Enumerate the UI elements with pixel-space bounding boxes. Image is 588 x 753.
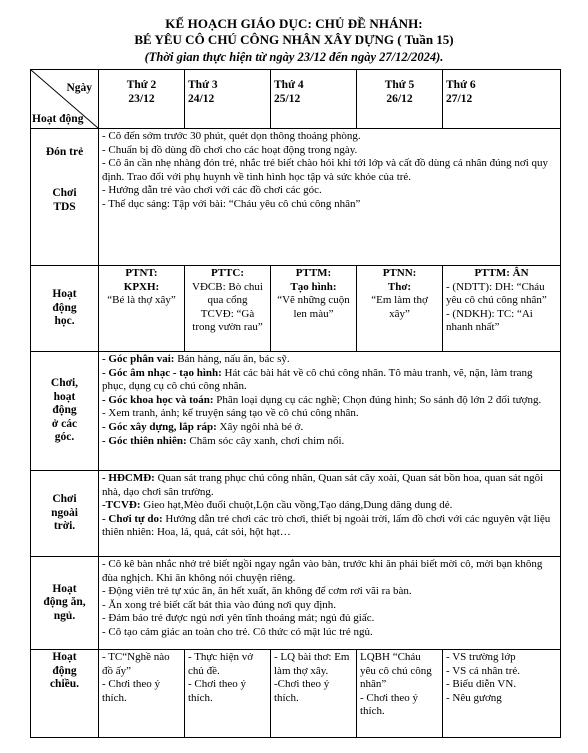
day-name: Thứ 5 [384,79,415,91]
label-line: Chơi [52,187,77,200]
plan-title: KẾ HOẠCH GIÁO DỤC: CHỦ ĐỀ NHÁNH: [165,16,423,31]
day-name: Thứ 3 [188,79,218,91]
day-header-mon [99,70,185,129]
item-bold: - Góc thiên nhiên: [102,434,187,447]
subject-sub: Thơ: [387,280,412,293]
header-row [31,70,561,129]
day-header-fri [443,70,561,129]
cell-don-tre [99,129,561,266]
day-header-tue [185,70,271,129]
row-label-hoc [31,266,99,352]
label-line: Hoạt [52,651,77,663]
text-line: - Đảm bảo trẻ được ngủ nơi yên tĩnh thoáng mát; ngủ đủ giấc. [102,612,375,625]
subject-head: PTTM: [295,267,332,279]
label-line: trời. [53,520,76,533]
subject-text: VĐCB: Bò chui qua cổng [192,280,263,307]
row-label-ngoai-troi [31,471,99,557]
corner-ngay: Ngày [66,82,92,94]
day-header-thu [357,70,443,129]
day-date: 23/12 [128,92,155,105]
day-date: 24/12 [188,92,215,105]
cell-an-ngu [99,557,561,650]
row-hoat-dong-hoc [31,266,561,352]
outdoor-item [102,472,557,499]
text-line: - Hướng dẫn trẻ vào chơi với các đồ chơi các góc. [102,184,322,197]
text-line: - Chơi theo ý thích. [102,678,161,704]
plan-period: (Thời gian thực hiện từ ngày 23/12 đến ngày 27/12/2024). [144,50,444,64]
subject-text: “Em làm thợ xây” [371,294,428,320]
item-bold: - Chơi tự do: [102,512,163,525]
row-ngoai-troi [31,471,561,557]
text-line: - VS cá nhân trẻ. [446,664,521,677]
item-text: Gieo hạt,Mèo đuổi chuột,Lộn cầu vồng,Tạo dáng,Dung dăng dung dẻ. [140,499,453,512]
item-text: Xây ngôi nhà bé ở. [216,420,304,433]
subject-text: “Bé là thợ xây” [107,294,176,307]
cell-hoc-wed [271,266,357,352]
cell-chieu-thu [357,650,443,738]
day-name: Thứ 4 [274,79,304,91]
corner-cell [31,70,99,129]
label-line: Đón trẻ [45,145,84,158]
text-line: LQBH “Cháu yêu cô chú công nhân” [360,651,432,691]
label-line: động [52,301,77,314]
label-line: động [52,404,77,417]
corner-item [102,353,557,367]
label-line: góc. [54,431,75,444]
outdoor-item [102,499,557,513]
corner-item [102,421,557,435]
text-line: - Biểu diễn VN. [446,678,517,691]
text-line: - Cô đến sớm trước 30 phút, quét dọn thông thoáng phòng. [102,130,361,142]
item-text: Bán hàng, nấu ăn, bác sỹ. [174,353,290,365]
text-line: - Chuẩn bị đồ dùng đồ chơi cho các hoạt động trong ngày. [102,143,358,156]
cell-ngoai-troi [99,471,561,557]
cell-chieu-wed [271,650,357,738]
subject-head: PTTC: [211,267,244,279]
label-line: ở các [51,417,78,430]
corner-item [102,435,557,449]
corner-item [102,367,557,394]
text-line: - Nêu gương [446,691,502,704]
subject-text: - (NDTT): DH: “Cháu yêu cô chú công nhân” [446,280,547,307]
text-line: - Cô tạo cảm giác an toàn cho trẻ. Cô thức có mặt lúc trẻ ngủ. [102,625,373,638]
subject-text: “Vẽ những cuộn len màu” [277,294,350,320]
label-line: học. [54,315,75,328]
subject-text: TCVĐ: “Gà trong vườn rau” [192,307,263,334]
row-label-chieu [31,650,99,738]
outdoor-item [102,513,557,540]
cell-hoc-tue [185,266,271,352]
label-line: ngoài [51,506,78,519]
label-line: ngủ. [53,609,76,622]
day-date: 27/12 [446,92,473,105]
day-date: 25/12 [274,92,301,105]
text-line: - Chơi theo ý thích. [188,678,247,704]
label-line: Hoạt [52,288,77,301]
text-line: - Động viên trẻ tự xúc ăn, ăn hết xuất, ăn không để cơm rơi vãi ra bàn. [102,585,412,598]
label-line: TDS [53,200,76,213]
item-bold: - Góc âm nhạc - tạo hình: [102,366,222,379]
text-line: - Chơi theo ý thích. [360,691,419,718]
text-line: - Thể dục sáng: Tập với bài: “Cháu yêu cô chú công nhân” [102,197,361,210]
subject-head: PTTM: ÂN [474,267,529,279]
corner-item [102,407,557,421]
subject-head: PTNT: [125,267,158,279]
text-line: - VS trường lớp [446,651,516,663]
row-goc [31,352,561,471]
cell-chieu-fri [443,650,561,738]
item-text: Phân loại dụng cụ các nghề; Chọn đúng hình; So sánh độ lớn 2 đối tượng. [213,393,542,406]
label-line: Chơi, [50,377,79,390]
row-label-don-tre [31,129,99,266]
row-label-goc [31,352,99,471]
cell-hoc-mon [99,266,185,352]
text-line: -Chơi theo ý thích. [274,678,330,704]
cell-chieu-tue [185,650,271,738]
item-text: Quan sát trang phục chú công nhân, Quan sát cây xoài, Quan sát bồn hoa, quan sát ngôi nhà, dạo chơi sân trường. [102,472,544,498]
text-line: - Cô kê bàn nhắc nhở trẻ biết ngồi ngay ngắn vào bàn, trước khi ăn phải biết mời cô, mời bạn không đùa nghịch. Khi ăn không nói chuyện riêng. [102,558,543,584]
plan-subtitle: BÉ YÊU CÔ CHÚ CÔNG NHÂN XÂY DỰNG ( Tuần 15) [134,32,454,47]
label-line: Hoạt [52,582,77,595]
text-line: - LQ bài thơ: Em làm thợ xây. [274,651,350,677]
label-line: Chơi [52,493,77,506]
row-label-an-ngu [31,557,99,650]
label-line: động ăn, [43,596,86,609]
item-bold: - Góc phân vai: [102,353,175,365]
item-text: - Xem tranh, ảnh; kể truyện sáng tạo về cô chú công nhân. [102,407,359,420]
cell-chieu-mon [99,650,185,738]
cell-hoc-thu [357,266,443,352]
day-name: Thứ 6 [446,79,476,91]
row-chieu [31,650,561,738]
corner-hoat-dong: Hoạt động [32,113,84,126]
item-bold: - HĐCMĐ: [102,472,155,484]
text-line: - Ăn xong trẻ biết cất bát thìa vào đúng nơi quy định. [102,598,337,611]
label-line: hoạt [53,390,76,403]
day-name: Thứ 2 [126,79,157,91]
cell-goc [99,352,561,471]
text-line: - TC“Nghề nào đồ ấy” [102,651,170,677]
item-bold: - Góc khoa học và toán: [102,393,214,406]
text-line: - Thực hiện vở chủ đề. [188,651,254,677]
item-text: Hướng dẫn trẻ chơi các trò chơi, thiết bị ngoài trời, lấm đồ chơi với các nguyên vật liệu thiên nhiên: Hoa, lá, quả, cát sỏi, hột hạt… [102,512,551,539]
day-date: 26/12 [386,92,413,105]
item-text: Hát các bài hát về cô chú công nhân. Tô màu tranh, vẽ, nặn, làm trang phục, dụng cụ cô chú công nhân. [102,366,533,393]
label-line: động [52,664,77,677]
subject-sub: Tạo hình: [290,280,337,293]
item-bold: -TCVĐ: [102,499,141,512]
item-bold: - Góc xây dựng, lắp ráp: [102,420,217,433]
subject-sub: KPXH: [123,280,160,293]
subject-head: PTNN: [382,267,417,279]
row-don-tre [31,129,561,266]
schedule-table [30,69,561,738]
row-an-ngu [31,557,561,650]
cell-hoc-fri [443,266,561,352]
corner-item [102,394,557,408]
text-line: - Cô ân cần nhẹ nhàng đón trẻ, nhắc trẻ biết chào hỏi khi tới lớp và cất đồ dùng cá nhân đúng nơi quy định. Trao đổi với phụ huynh về tình hình học tập và sức khỏe của trẻ. [102,157,549,183]
item-text: Chăm sóc cây xanh, chơi chim nổi. [186,434,345,447]
label-line: chiều. [49,678,80,691]
day-header-wed [271,70,357,129]
subject-text: - (NDKH): TC: “Ai nhanh nhất” [446,307,533,334]
